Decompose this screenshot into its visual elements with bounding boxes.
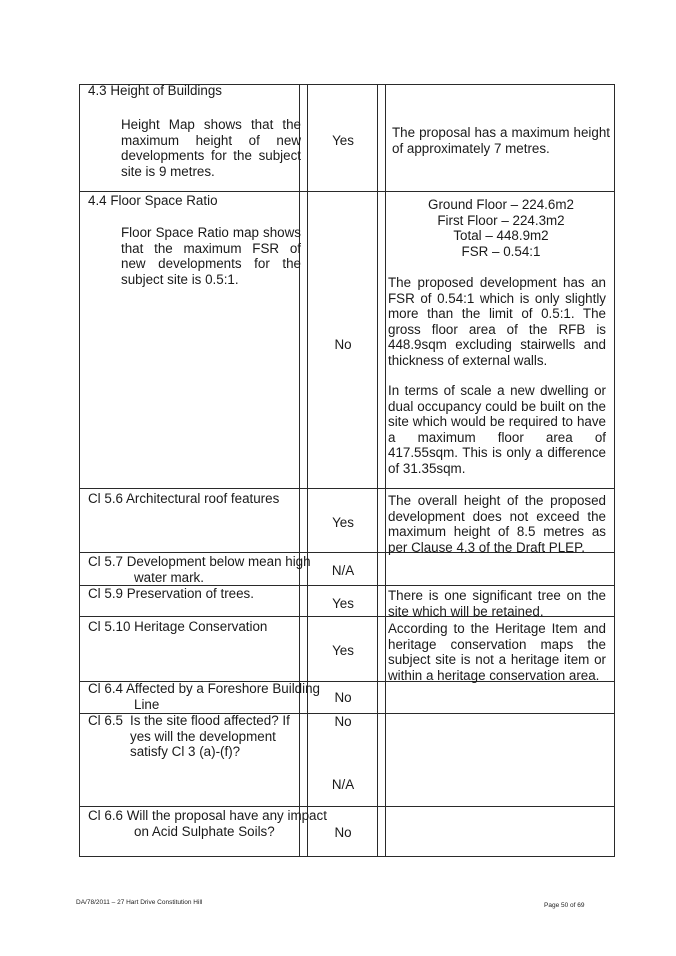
clause-heading: 4.4 Floor Space Ratio xyxy=(88,193,218,208)
compliance-value-2: N/A xyxy=(331,777,355,792)
compliance-value: No xyxy=(334,714,352,729)
clause-heading: 4.3 Height of Buildings xyxy=(88,83,222,98)
footer-reference: DA/78/2011 – 27 Hart Drive Constitution Hill xyxy=(76,899,203,906)
table-rule xyxy=(377,84,378,857)
comment-text-2: In terms of scale a new dwelling or dual occupancy could be built on the site which would be required to have a maximum floor area of 417.55sqm. This is only a difference of 31.35sqm. xyxy=(388,383,606,476)
clause-heading: Is the site flood affected? If yes will the development satisfy Cl 3 (a)-(f)? xyxy=(130,713,290,760)
total-line: Total – 448.9m2 xyxy=(453,228,549,244)
table-rule xyxy=(79,806,615,807)
compliance-value: Yes xyxy=(332,133,354,148)
comment-text: The proposed development has an FSR of 0.54:1 which is only slightly more than the limit of 0.5:1. The gross floor area of the RFB is 448.9sqm excluding stairwells and thickness of external walls. xyxy=(388,275,606,368)
first-floor-line: First Floor – 224.3m2 xyxy=(437,212,565,228)
compliance-value: Yes xyxy=(332,596,354,611)
compliance-value: No xyxy=(334,337,352,352)
table-rule xyxy=(79,856,615,857)
clause-heading: Cl 5.9 Preservation of trees. xyxy=(88,586,254,601)
clause-description: Floor Space Ratio map shows that the maximum FSR of new developments for the subject site is 0.5:1. xyxy=(121,225,301,287)
compliance-value: No xyxy=(334,690,352,705)
compliance-value: N/A xyxy=(331,563,355,578)
table-rule xyxy=(307,84,308,857)
clause-description: Height Map shows that the maximum height of new developments for the subject site is 9 metres. xyxy=(121,117,301,179)
clause-heading: Cl 5.6 Architectural roof features xyxy=(88,491,280,506)
fsr-calculation xyxy=(392,197,610,259)
comment-text: The proposal has a maximum height of approximately 7 metres. xyxy=(392,125,610,156)
clause-heading: Cl 6.4 Affected by a Foreshore Building Line xyxy=(88,681,320,712)
comment-text: There is one significant tree on the site which will be retained. xyxy=(388,588,606,619)
comment-text: The overall height of the proposed development does not exceed the maximum height of 8.5 metres as per Clause 4.3 of the Draft PLEP. xyxy=(388,493,606,555)
clause-heading: Cl 5.7 Development below mean high water mark. xyxy=(88,554,311,585)
table-rule xyxy=(79,488,615,489)
clause-number: Cl 6.5 xyxy=(88,713,123,728)
table-rule xyxy=(385,84,386,857)
compliance-value: Yes xyxy=(332,643,354,658)
table-rule xyxy=(614,84,615,857)
compliance-value: Yes xyxy=(332,515,354,530)
ground-floor-line: Ground Floor – 224.6m2 xyxy=(428,197,574,212)
table-rule xyxy=(79,84,80,857)
fsr-line: FSR – 0.54:1 xyxy=(461,243,541,259)
table-rule xyxy=(299,84,300,857)
clause-heading: Cl 5.10 Heritage Conservation xyxy=(88,619,268,634)
compliance-value: No xyxy=(334,825,352,840)
footer-page-number: Page 50 of 69 xyxy=(544,902,585,909)
clause-heading: Cl 6.6 Will the proposal have any impact on Acid Sulphate Soils? xyxy=(88,808,327,839)
comment-text: According to the Heritage Item and heritage conservation maps the subject site is not a heritage item or within a heritage conservation area. xyxy=(388,621,606,683)
table-rule xyxy=(79,191,615,192)
